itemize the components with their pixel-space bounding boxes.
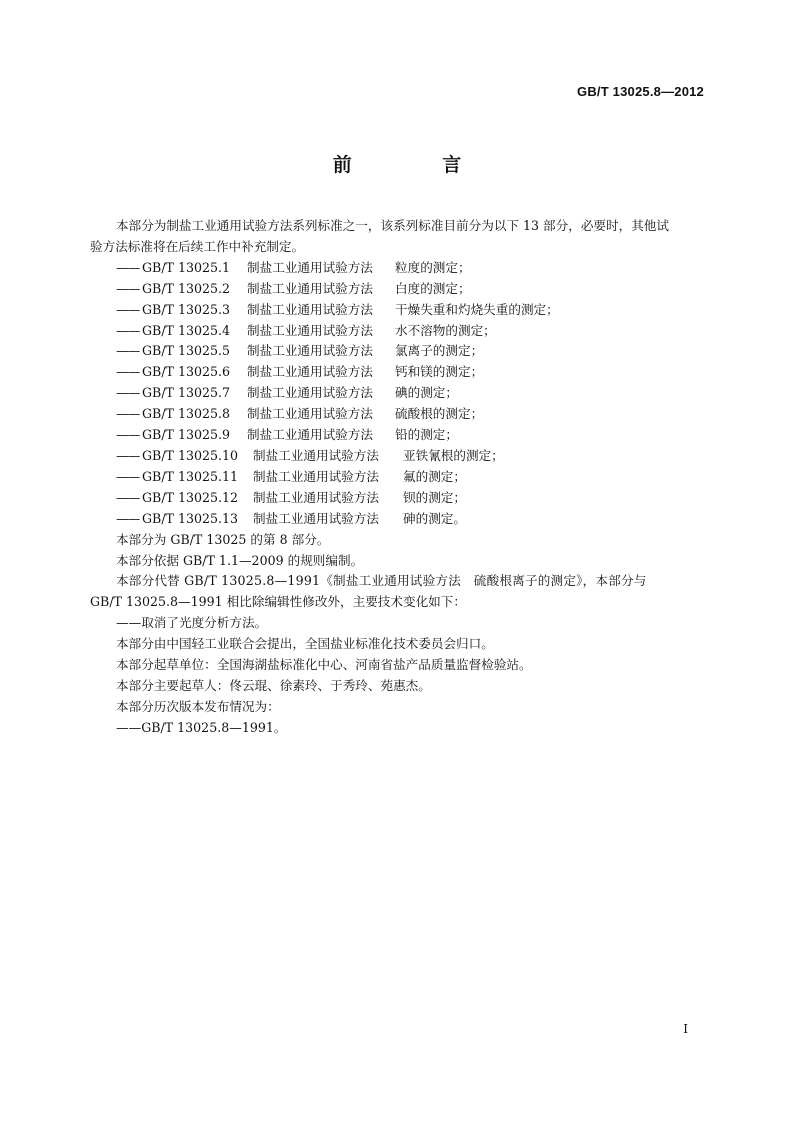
part-code: GB/T 13025.9 — [142, 427, 231, 443]
part-list-item — [90, 258, 706, 279]
parts-list — [90, 258, 706, 530]
part-topic: 硫酸根的测定； — [395, 406, 484, 422]
intro-line-1: 本部分为制盐工业通用试验方法系列标准之一，该系列标准目前分为以下 13 部分，必要时，其他试 — [116, 218, 669, 233]
method-name: 制盐工业通用试验方法 — [247, 385, 373, 401]
list-dash: —— — [116, 489, 140, 505]
part-list-item — [90, 509, 706, 530]
part-topic: 干燥失重和灼烧失重的测定； — [395, 301, 559, 317]
part-code: GB/T 13025.7 — [142, 385, 231, 401]
method-name: 制盐工业通用试验方法 — [253, 510, 379, 526]
method-name: 制盐工业通用试验方法 — [247, 259, 373, 275]
part-code: GB/T 13025.3 — [142, 301, 231, 317]
list-dash: —— — [116, 510, 140, 526]
part-topic: 白度的测定； — [395, 280, 471, 296]
part-topic: 钙和镁的测定； — [395, 364, 484, 380]
part-code: GB/T 13025.2 — [142, 280, 231, 296]
part-code: GB/T 13025.11 — [142, 468, 239, 484]
method-name: 制盐工业通用试验方法 — [253, 447, 379, 463]
part-list-item — [90, 279, 706, 300]
part-topic: 碘的测定； — [395, 385, 458, 401]
paragraph-drafting-units: 本部分起草单位：全国海湖盐标准化中心、河南省盐产品质量监督检验站。 — [116, 657, 532, 673]
part-list-item — [90, 362, 706, 383]
part-code: GB/T 13025.5 — [142, 343, 231, 359]
part-topic: 氟的测定； — [403, 468, 466, 484]
paragraph-part-of: 本部分为 GB/T 13025 的第 8 部分。 — [116, 531, 330, 547]
method-name: 制盐工业通用试验方法 — [247, 427, 373, 443]
part-topic: 砷的测定。 — [403, 510, 466, 526]
part-code: GB/T 13025.12 — [142, 489, 239, 505]
part-list-item — [90, 488, 706, 509]
part-code: GB/T 13025.13 — [142, 510, 239, 526]
list-dash: —— — [116, 427, 140, 443]
part-list-item — [90, 425, 706, 446]
part-topic: 粒度的测定； — [395, 259, 471, 275]
page-title: 前 言 — [332, 154, 504, 176]
part-list-item — [90, 383, 706, 404]
part-code: GB/T 13025.1 — [142, 259, 231, 275]
part-topic: 钡的测定； — [403, 489, 466, 505]
foreword-body — [90, 216, 706, 739]
part-list-item — [90, 341, 706, 362]
standard-number-header: GB/T 13025.8—2012 — [577, 84, 704, 99]
intro-line-2: 验方法标准将在后续工作中补充制定。 — [90, 238, 305, 254]
list-dash: —— — [116, 343, 140, 359]
part-list-item — [90, 321, 706, 342]
paragraph-replaces-line-1: 本部分代替 GB/T 13025.8—1991《制盐工业通用试验方法 硫酸根离子的测定》，本部分与 — [116, 573, 647, 589]
paragraph-drafters: 本部分主要起草人：佟云琨、徐素玲、于秀玲、苑惠杰。 — [116, 677, 431, 693]
list-dash: —— — [116, 364, 140, 380]
part-code: GB/T 13025.10 — [142, 447, 239, 463]
part-code: GB/T 13025.4 — [142, 322, 231, 338]
list-dash: —— — [116, 468, 140, 484]
part-topic: 水不溶物的测定； — [395, 322, 496, 338]
list-dash: —— — [116, 280, 140, 296]
part-topic: 铅的测定； — [395, 427, 458, 443]
list-dash: —— — [116, 447, 140, 463]
part-list-item — [90, 446, 706, 467]
part-code: GB/T 13025.8 — [142, 406, 231, 422]
paragraph-history-intro: 本部分历次版本发布情况为： — [116, 698, 280, 714]
history-item-1: ——GB/T 13025.8—1991。 — [116, 719, 287, 735]
method-name: 制盐工业通用试验方法 — [253, 468, 379, 484]
list-dash: —— — [116, 301, 140, 317]
list-dash: —— — [116, 322, 140, 338]
part-topic: 氯离子的测定； — [395, 343, 484, 359]
list-dash: —— — [116, 259, 140, 275]
method-name: 制盐工业通用试验方法 — [247, 343, 373, 359]
list-dash: —— — [116, 406, 140, 422]
part-list-item — [90, 300, 706, 321]
method-name: 制盐工业通用试验方法 — [247, 280, 373, 296]
method-name: 制盐工业通用试验方法 — [247, 406, 373, 422]
part-code: GB/T 13025.6 — [142, 364, 231, 380]
method-name: 制盐工业通用试验方法 — [247, 301, 373, 317]
paragraph-drafting-rule: 本部分依据 GB/T 1.1—2009 的规则编制。 — [116, 552, 364, 568]
part-topic: 亚铁氰根的测定； — [403, 447, 504, 463]
list-dash: —— — [116, 385, 140, 401]
change-item-1: ——取消了光度分析方法。 — [116, 615, 268, 631]
part-list-item — [90, 467, 706, 488]
method-name: 制盐工业通用试验方法 — [247, 322, 373, 338]
page-number: I — [683, 1022, 688, 1036]
method-name: 制盐工业通用试验方法 — [253, 489, 379, 505]
paragraph-replaces-line-2: GB/T 13025.8—1991 相比除编辑性修改外，主要技术变化如下： — [90, 594, 466, 610]
part-list-item — [90, 404, 706, 425]
paragraph-proposed-by: 本部分由中国轻工业联合会提出，全国盐业标准化技术委员会归口。 — [116, 636, 494, 652]
method-name: 制盐工业通用试验方法 — [247, 364, 373, 380]
